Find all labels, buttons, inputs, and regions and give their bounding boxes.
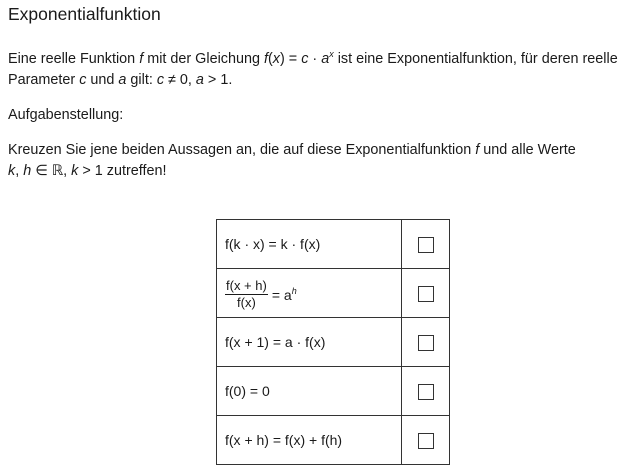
option-statement-2 <box>217 269 402 318</box>
option-statement-3: f(x + 1) = a · f(x) <box>217 318 402 367</box>
option-row <box>217 416 450 465</box>
option-checkbox-2[interactable] <box>418 286 434 302</box>
option-statement-5: f(x + h) = f(x) + f(h) <box>217 416 402 465</box>
option-row <box>217 318 450 367</box>
option-checkbox-3[interactable] <box>418 335 434 351</box>
option-checkbox-5[interactable] <box>418 433 434 449</box>
intro-paragraph: Eine reelle Funktion f mit der Gleichung $f(x) = c \cdot a^x$ ist eine Exponentialfunktion, für deren reelle Parameter c und a gilt: c ≠ 0, a > 1. <box>8 49 618 88</box>
fraction-denominator: f(x) <box>237 294 256 310</box>
fraction <box>225 279 268 310</box>
answer-options-table <box>216 219 450 465</box>
option-statement-1: f(k · x) = k · f(x) <box>217 220 402 269</box>
option-checkbox-4[interactable] <box>418 384 434 400</box>
fraction-rhs: = $a^h$ <box>271 285 297 303</box>
task-heading: Aufgabenstellung: <box>8 107 124 123</box>
option-statement-4: f(0) = 0 <box>217 367 402 416</box>
option-row <box>217 367 450 416</box>
option-checkbox-1[interactable] <box>418 237 434 253</box>
task-paragraph: Kreuzen Sie jene beiden Aussagen an, die auf diese Exponentialfunktion f und alle Werte k, h ∈ ℝ, k > 1 zutreffen! <box>8 142 576 179</box>
fraction-numerator: f(x + h) <box>226 277 267 293</box>
option-row <box>217 220 450 269</box>
option-row <box>217 269 450 318</box>
page-title: Exponentialfunktion <box>8 4 161 24</box>
